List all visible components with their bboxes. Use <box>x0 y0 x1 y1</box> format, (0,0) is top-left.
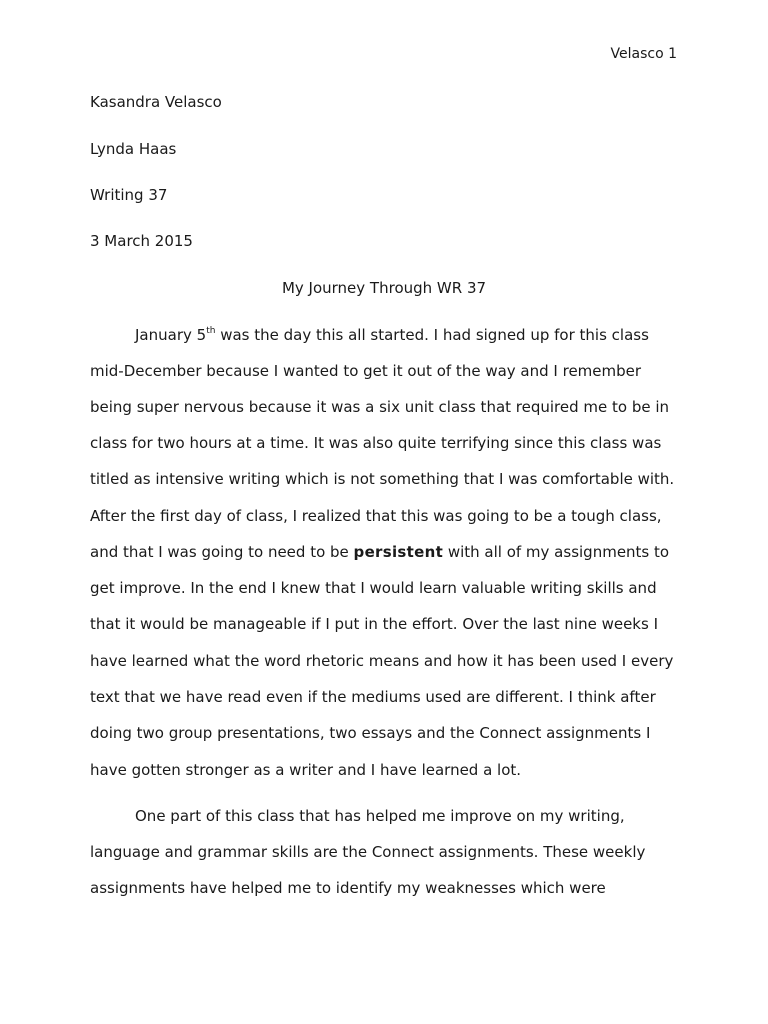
paragraph-1-line-1-end: was the day this all started. I had signed up for this class <box>215 326 649 344</box>
paragraph-1-line-10: have learned what the word rhetoric means and how it has been used I every <box>90 652 674 670</box>
paragraph-1-line-3: being super nervous because it was a six unit class that required me to be in <box>90 398 670 416</box>
paragraph-1-line-7-start: and that I was going to need to be <box>90 543 354 561</box>
paragraph-1-line-12: doing two group presentations, two essays and the Connect assignments I <box>90 724 651 742</box>
instructor-name: Lynda Haas <box>90 140 177 158</box>
paragraph-2-line-3: assignments have helped me to identify my weaknesses which were <box>90 879 606 897</box>
paragraph-1-line-7 <box>90 543 669 561</box>
paragraph-1-line-1-start: January 5 <box>135 326 207 344</box>
paragraph-1-line-6: After the first day of class, I realized that this was going to be a tough class, <box>90 507 662 525</box>
paragraph-1-line-7-end: with all of my assignments to <box>443 543 670 561</box>
running-header: Velasco 1 <box>610 46 677 62</box>
author-name: Kasandra Velasco <box>90 93 222 111</box>
document-date: 3 March 2015 <box>90 232 193 250</box>
paragraph-1-line-9: that it would be manageable if I put in the effort. Over the last nine weeks I <box>90 615 658 633</box>
ordinal-superscript: th <box>206 326 216 336</box>
essay-title: My Journey Through WR 37 <box>281 279 487 297</box>
paragraph-1-line-5: titled as intensive writing which is not something that I was comfortable with. <box>90 470 675 488</box>
paragraph-1-line-11: text that we have read even if the mediums used are different. I think after <box>90 688 656 706</box>
paragraph-1-line-8: get improve. In the end I knew that I would learn valuable writing skills and <box>90 579 657 597</box>
paragraph-2-line-1: One part of this class that has helped me improve on my writing, <box>135 807 625 825</box>
paragraph-1-line-4: class for two hours at a time. It was also quite terrifying since this class was <box>90 434 662 452</box>
course-name: Writing 37 <box>90 186 168 204</box>
paragraph-1-line-13: have gotten stronger as a writer and I have learned a lot. <box>90 761 522 779</box>
bold-word-persistent: persistent <box>353 543 444 561</box>
paragraph-1-line-2: mid-December because I wanted to get it out of the way and I remember <box>90 362 642 380</box>
paragraph-1-line-1 <box>135 326 649 344</box>
paragraph-2-line-2: language and grammar skills are the Connect assignments. These weekly <box>90 843 646 861</box>
